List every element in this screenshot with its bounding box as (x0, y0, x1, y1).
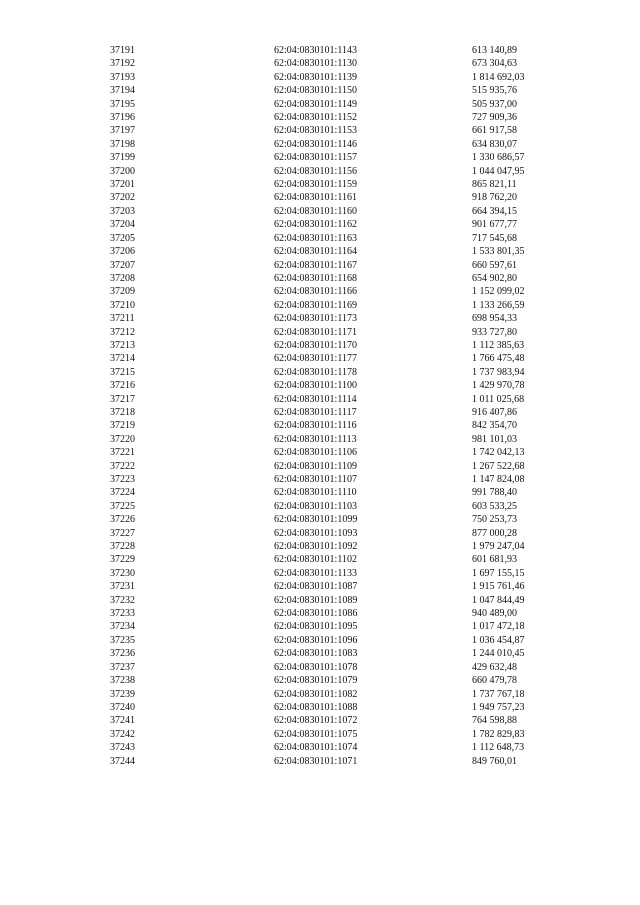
table-row (0, 245, 640, 258)
cadastral-value: 1 737 767,18 (472, 688, 525, 700)
cadastral-value: 750 253,73 (472, 514, 517, 526)
table-row (0, 44, 640, 57)
table-row (0, 406, 640, 419)
row-number: 37224 (110, 487, 135, 499)
table-row (0, 419, 640, 432)
cadastral-number: 62:04:0830101:1150 (274, 85, 357, 97)
row-number: 37241 (110, 715, 135, 727)
cadastral-number: 62:04:0830101:1161 (274, 192, 357, 204)
row-number: 37213 (110, 339, 135, 351)
cadastral-number: 62:04:0830101:1089 (274, 594, 358, 606)
table-row (0, 339, 640, 352)
cadastral-value: 429 632,48 (472, 661, 517, 673)
table-row (0, 460, 640, 473)
cadastral-number: 62:04:0830101:1169 (274, 299, 357, 311)
table-row (0, 728, 640, 741)
table-row (0, 352, 640, 365)
table-row (0, 285, 640, 298)
cadastral-value: 1 330 686,57 (472, 152, 525, 164)
cadastral-number: 62:04:0830101:1116 (274, 420, 357, 432)
cadastral-number: 62:04:0830101:1133 (274, 567, 357, 579)
row-number: 37239 (110, 688, 135, 700)
table-row (0, 259, 640, 272)
table-row (0, 580, 640, 593)
cadastral-value: 1 697 155,15 (472, 567, 525, 579)
table-row (0, 647, 640, 660)
cadastral-number: 62:04:0830101:1099 (274, 514, 358, 526)
table-row (0, 165, 640, 178)
table-row (0, 232, 640, 245)
cadastral-number: 62:04:0830101:1096 (274, 634, 358, 646)
table-row (0, 513, 640, 526)
row-number: 37202 (110, 192, 135, 204)
row-number: 37221 (110, 447, 135, 459)
cadastral-value: 673 304,63 (472, 58, 517, 70)
cadastral-value: 916 407,86 (472, 406, 517, 418)
row-number: 37204 (110, 219, 135, 231)
cadastral-value: 1 036 454,87 (472, 634, 525, 646)
cadastral-value: 1 737 983,94 (472, 366, 525, 378)
row-number: 37214 (110, 353, 135, 365)
cadastral-number: 62:04:0830101:1102 (274, 554, 357, 566)
row-number: 37196 (110, 112, 135, 124)
row-number: 37232 (110, 594, 135, 606)
cadastral-value: 1 267 522,68 (472, 460, 525, 472)
cadastral-number: 62:04:0830101:1113 (274, 433, 357, 445)
cadastral-value: 727 909,36 (472, 112, 517, 124)
row-number: 37227 (110, 527, 135, 539)
cadastral-value: 603 533,25 (472, 500, 517, 512)
row-number: 37222 (110, 460, 135, 472)
cadastral-number: 62:04:0830101:1086 (274, 608, 358, 620)
cadastral-number: 62:04:0830101:1167 (274, 259, 357, 271)
cadastral-value: 842 354,70 (472, 420, 517, 432)
cadastral-value: 877 000,28 (472, 527, 517, 539)
table-row (0, 674, 640, 687)
cadastral-value: 661 917,58 (472, 125, 517, 137)
cadastral-number: 62:04:0830101:1083 (274, 648, 358, 660)
cadastral-value: 849 760,01 (472, 755, 517, 767)
row-number: 37243 (110, 742, 135, 754)
cadastral-value: 1 133 266,59 (472, 299, 525, 311)
cadastral-value: 1 979 247,04 (472, 541, 525, 553)
cadastral-value: 1 533 801,35 (472, 246, 525, 258)
row-number: 37234 (110, 621, 135, 633)
cadastral-value: 1 112 385,63 (472, 339, 525, 351)
row-number: 37244 (110, 755, 135, 767)
cadastral-number: 62:04:0830101:1143 (274, 45, 357, 56)
cadastral-number: 62:04:0830101:1177 (274, 353, 357, 365)
cadastral-number: 62:04:0830101:1114 (274, 393, 357, 405)
row-number: 37229 (110, 554, 135, 566)
cadastral-value: 1 814 692,03 (472, 71, 525, 83)
cadastral-number: 62:04:0830101:1071 (274, 755, 358, 767)
cadastral-number: 62:04:0830101:1117 (274, 406, 357, 418)
cadastral-value: 654 902,80 (472, 272, 517, 284)
cadastral-number: 62:04:0830101:1095 (274, 621, 358, 633)
table-row (0, 111, 640, 124)
table-row (0, 714, 640, 727)
table-row (0, 527, 640, 540)
cadastral-number: 62:04:0830101:1173 (274, 313, 357, 325)
table-row (0, 205, 640, 218)
row-number: 37233 (110, 608, 135, 620)
cadastral-value: 1 915 761,46 (472, 581, 525, 593)
row-number: 37216 (110, 380, 135, 392)
row-number: 37205 (110, 232, 135, 244)
table-row (0, 218, 640, 231)
row-number: 37236 (110, 648, 135, 660)
row-number: 37206 (110, 246, 135, 258)
cadastral-value: 1 147 824,08 (472, 474, 525, 485)
cadastral-value: 1 766 475,48 (472, 353, 525, 365)
row-number: 37193 (110, 71, 135, 83)
table-row (0, 741, 640, 754)
table-row (0, 57, 640, 70)
cadastral-number: 62:04:0830101:1103 (274, 500, 357, 512)
table-row (0, 755, 640, 768)
cadastral-value-table (0, 44, 640, 768)
cadastral-value: 634 830,07 (472, 138, 517, 150)
cadastral-number: 62:04:0830101:1153 (274, 125, 357, 137)
row-number: 37242 (110, 728, 135, 740)
row-number: 37191 (110, 45, 135, 56)
cadastral-number: 62:04:0830101:1164 (274, 246, 357, 258)
cadastral-value: 918 762,20 (472, 192, 517, 204)
cadastral-value: 613 140,89 (472, 45, 517, 56)
table-row (0, 326, 640, 339)
cadastral-number: 62:04:0830101:1088 (274, 701, 358, 713)
table-row (0, 312, 640, 325)
table-row (0, 620, 640, 633)
cadastral-number: 62:04:0830101:1168 (274, 272, 357, 284)
cadastral-number: 62:04:0830101:1157 (274, 152, 357, 164)
table-row (0, 138, 640, 151)
cadastral-value: 933 727,80 (472, 326, 517, 338)
row-number: 37230 (110, 567, 135, 579)
table-row (0, 473, 640, 486)
table-row (0, 393, 640, 406)
cadastral-number: 62:04:0830101:1163 (274, 232, 357, 244)
row-number: 37238 (110, 675, 135, 687)
cadastral-value: 1 244 010,45 (472, 648, 525, 660)
cadastral-value: 1 112 648,73 (472, 742, 525, 754)
row-number: 37201 (110, 179, 135, 191)
cadastral-value: 991 788,40 (472, 487, 517, 499)
table-row (0, 433, 640, 446)
row-number: 37203 (110, 205, 135, 217)
row-number: 37199 (110, 152, 135, 164)
table-row (0, 594, 640, 607)
cadastral-value: 1 429 970,78 (472, 380, 525, 392)
table-row (0, 486, 640, 499)
cadastral-number: 62:04:0830101:1110 (274, 487, 357, 499)
cadastral-number: 62:04:0830101:1106 (274, 447, 357, 459)
row-number: 37200 (110, 165, 135, 177)
table-row (0, 379, 640, 392)
table-row (0, 634, 640, 647)
row-number: 37220 (110, 433, 135, 445)
cadastral-value: 1 044 047,95 (472, 165, 525, 177)
cadastral-number: 62:04:0830101:1092 (274, 541, 358, 553)
table-row (0, 71, 640, 84)
cadastral-number: 62:04:0830101:1162 (274, 219, 357, 231)
cadastral-value: 1 782 829,83 (472, 728, 525, 740)
row-number: 37218 (110, 406, 135, 418)
row-number: 37225 (110, 500, 135, 512)
cadastral-number: 62:04:0830101:1171 (274, 326, 357, 338)
table-row (0, 607, 640, 620)
cadastral-number: 62:04:0830101:1093 (274, 527, 358, 539)
row-number: 37198 (110, 138, 135, 150)
cadastral-number: 62:04:0830101:1159 (274, 179, 357, 191)
cadastral-number: 62:04:0830101:1170 (274, 339, 357, 351)
row-number: 37195 (110, 98, 135, 110)
cadastral-number: 62:04:0830101:1079 (274, 675, 358, 687)
table-row (0, 272, 640, 285)
row-number: 37231 (110, 581, 135, 593)
cadastral-value: 865 821,11 (472, 179, 517, 191)
cadastral-value: 981 101,03 (472, 433, 517, 445)
cadastral-value: 601 681,93 (472, 554, 517, 566)
table-row (0, 151, 640, 164)
cadastral-value: 940 489,00 (472, 608, 517, 620)
row-number: 37207 (110, 259, 135, 271)
cadastral-value: 505 937,00 (472, 98, 517, 110)
table-row (0, 701, 640, 714)
cadastral-number: 62:04:0830101:1100 (274, 380, 357, 392)
table-row (0, 191, 640, 204)
row-number: 37237 (110, 661, 135, 673)
cadastral-number: 62:04:0830101:1156 (274, 165, 357, 177)
cadastral-number: 62:04:0830101:1087 (274, 581, 358, 593)
cadastral-value: 1 742 042,13 (472, 447, 525, 459)
cadastral-number: 62:04:0830101:1075 (274, 728, 358, 740)
cadastral-value: 1 047 844,49 (472, 594, 525, 606)
row-number: 37212 (110, 326, 135, 338)
row-number: 37226 (110, 514, 135, 526)
table-row (0, 84, 640, 97)
cadastral-number: 62:04:0830101:1166 (274, 286, 357, 298)
cadastral-number: 62:04:0830101:1152 (274, 112, 357, 124)
row-number: 37211 (110, 313, 135, 325)
row-number: 37197 (110, 125, 135, 137)
cadastral-number: 62:04:0830101:1146 (274, 138, 357, 150)
table-row (0, 178, 640, 191)
cadastral-value: 717 545,68 (472, 232, 517, 244)
cadastral-number: 62:04:0830101:1178 (274, 366, 357, 378)
cadastral-value: 660 597,61 (472, 259, 517, 271)
table-row (0, 688, 640, 701)
table-row (0, 366, 640, 379)
row-number: 37210 (110, 299, 135, 311)
table-row (0, 500, 640, 513)
cadastral-number: 62:04:0830101:1078 (274, 661, 358, 673)
row-number: 37209 (110, 286, 135, 298)
table-row (0, 567, 640, 580)
table-row (0, 446, 640, 459)
cadastral-value: 901 677,77 (472, 219, 517, 231)
row-number: 37235 (110, 634, 135, 646)
cadastral-number: 62:04:0830101:1107 (274, 474, 357, 485)
cadastral-number: 62:04:0830101:1149 (274, 98, 357, 110)
row-number: 37194 (110, 85, 135, 97)
row-number: 37240 (110, 701, 135, 713)
cadastral-number: 62:04:0830101:1082 (274, 688, 358, 700)
table-row (0, 299, 640, 312)
row-number: 37217 (110, 393, 135, 405)
cadastral-value: 764 598,88 (472, 715, 517, 727)
cadastral-value: 664 394,15 (472, 205, 517, 217)
table-row (0, 98, 640, 111)
table-row (0, 661, 640, 674)
cadastral-number: 62:04:0830101:1160 (274, 205, 357, 217)
row-number: 37215 (110, 366, 135, 378)
row-number: 37228 (110, 541, 135, 553)
cadastral-value: 1 017 472,18 (472, 621, 525, 633)
cadastral-number: 62:04:0830101:1109 (274, 460, 357, 472)
cadastral-value: 698 954,33 (472, 313, 517, 325)
table-row (0, 124, 640, 137)
cadastral-number: 62:04:0830101:1074 (274, 742, 358, 754)
cadastral-number: 62:04:0830101:1072 (274, 715, 358, 727)
row-number: 37223 (110, 474, 135, 485)
cadastral-value: 515 935,76 (472, 85, 517, 97)
row-number: 37192 (110, 58, 135, 70)
cadastral-number: 62:04:0830101:1130 (274, 58, 357, 70)
table-row (0, 540, 640, 553)
row-number: 37219 (110, 420, 135, 432)
cadastral-value: 1 152 099,02 (472, 286, 525, 298)
row-number: 37208 (110, 272, 135, 284)
cadastral-number: 62:04:0830101:1139 (274, 71, 357, 83)
cadastral-value: 660 479,78 (472, 675, 517, 687)
cadastral-value: 1 011 025,68 (472, 393, 525, 405)
table-row (0, 553, 640, 566)
cadastral-value: 1 949 757,23 (472, 701, 525, 713)
